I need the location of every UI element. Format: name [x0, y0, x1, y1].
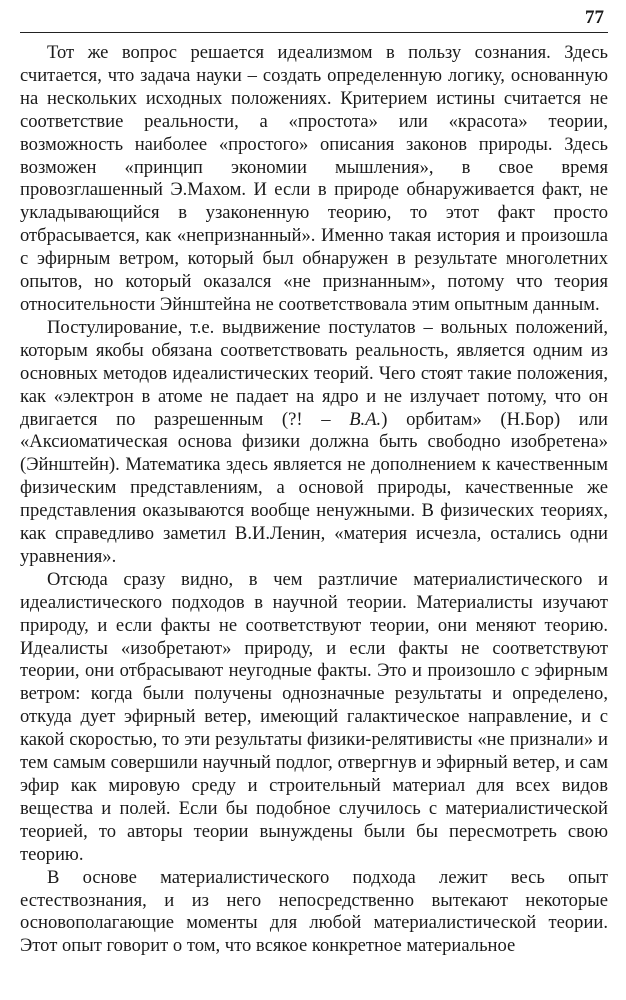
paragraph-materialism-vs-idealism: Отсюда сразу видно, в чем разтличие материалистического и идеалистического подходов в научной теории. Материалисты изучают природу, и если факты не соответствуют теории, они меняют теорию. Идеалисты «изобретают» природу, и если факты не соответствуют теории, они отбрасывают неугодные факты. Это и произошло с эфирным ветром: когда были получены однозначные результаты и определено, откуда дует эфирный ветер, имеющий галактическое направление, и с какой скоростью, то эти результаты физики-релятивисты «не признали» и тем самым совершили научный подлог, отвергнув и эфирный ветер, и сам эфир как мировую среду и строительный материал для всех видов вещества и полей. Если бы подобное случилось с материалистической теорией, то авторы теории вынуждены были бы пересмотреть свою теорию.	[20, 568, 608, 865]
paragraph-postulation-text-end: ) орбитам» (Н.Бор) или «Аксиоматическая основа физики должна быть свободно изобретена» (Эйнштейн). Математика здесь является не дополнением к качественным физическим представлениям, а основой природы, качественные же представления оказываются вообще ненужными. В физических теориях, как справедливо заметил В.И.Ленин, «материя исчезла, остались одни уравнения».	[20, 408, 608, 567]
paragraph-idealism-consciousness: Тот же вопрос решается идеализмом в пользу сознания. Здесь считается, что задача науки – создать определенную логику, основанную на нескольких исходных положениях. Критерием истины считается не соответствие реальности, а «простота» или «красота» теории, возможность наиболее «простого» описания законов природы. Здесь возможен «принцип экономии мышления», в свое время провозглашенный Э.Махом. И если в природе обнаруживается факт, не укладывающийся в узаконенную теорию, то этот факт просто отбрасывается, как «непризнанный». Именно такая история и произошла с эфирным ветром, который был обнаружен в результате многолетних опытов, но который оказался «не признанным», потому что теория относительности Эйнштейна не соответствовала этим опытным данным.	[20, 42, 608, 315]
paragraph-materialist-approach: В основе материалистического подхода лежит весь опыт естествознания, и из него непосредственно вытекают некоторые основополагающие моменты для любой материалистической теории. Этот опыт говорит о том, что всякое конкретное материальное	[20, 866, 608, 957]
paragraph-postulation-text-start: Постулирование, т.е. выдвижение постулатов – вольных положений, которым якобы обязана соответствовать реальность, является одним из основных методов идеалистических теорий. Чего стоят такие положения, как «электрон в атоме не падает на ядро и не излучает потому, что он двигается по разрешенным (?! –	[20, 316, 608, 430]
author-initials-italic: В.А.	[349, 408, 382, 430]
text-body	[20, 42, 608, 958]
page-header	[20, 6, 608, 33]
page-number: 77	[585, 7, 604, 28]
paragraph-postulation	[20, 317, 608, 569]
